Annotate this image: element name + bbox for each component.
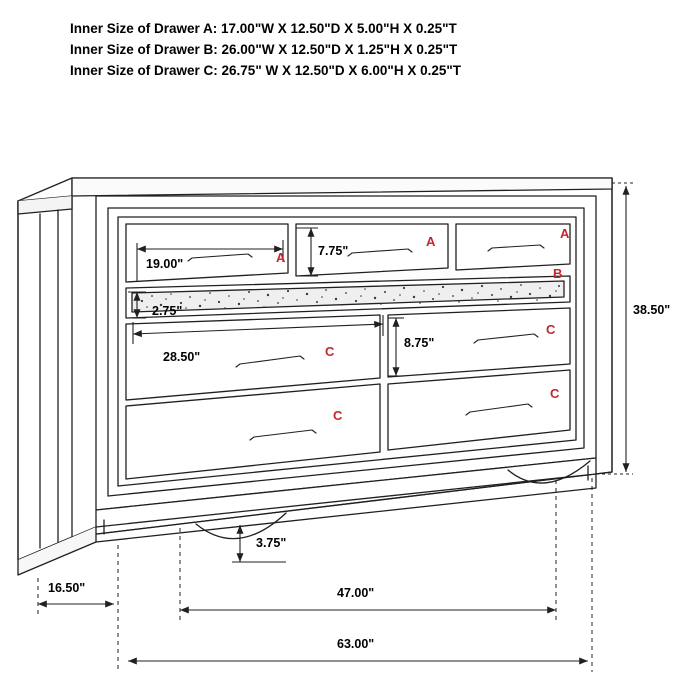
- drawer-label-b-right: B: [553, 266, 563, 281]
- drawer-a-left-face: [126, 224, 288, 282]
- dim-label-19: 19.00": [146, 257, 184, 271]
- dim-label-375: 3.75": [256, 536, 287, 550]
- dim-label-875: 8.75": [404, 336, 435, 350]
- dim-label-775: 7.75": [318, 244, 349, 258]
- spec-line-drawer-c: Inner Size of Drawer C: 26.75" W X 12.50"D X 6.00"H X 0.25"T: [70, 63, 462, 78]
- spec-line-drawer-a: Inner Size of Drawer A: 17.00"W X 12.50"D X 5.00"H X 0.25"T: [70, 21, 457, 36]
- drawer-label-c-left-lower: C: [333, 408, 343, 423]
- drawer-label-a-right: A: [560, 226, 570, 241]
- drawer-label-a-center: A: [426, 234, 436, 249]
- dim-label-1650: 16.50": [48, 581, 86, 595]
- dim-label-275: 2.75": [152, 304, 183, 318]
- dim-label-3850: 38.50": [633, 303, 671, 317]
- dim-label-4700: 47.00": [337, 586, 375, 600]
- drawer-label-c-right-upper: C: [546, 322, 556, 337]
- drawer-label-a-left: A: [276, 250, 286, 265]
- spec-line-drawer-b: Inner Size of Drawer B: 26.00"W X 12.50"D X 1.25"H X 0.25"T: [70, 42, 458, 57]
- dim-label-6300: 63.00": [337, 637, 375, 651]
- drawer-label-c-right-lower: C: [550, 386, 560, 401]
- dim-label-2850: 28.50": [163, 350, 201, 364]
- drawer-label-c-left-upper: C: [325, 344, 335, 359]
